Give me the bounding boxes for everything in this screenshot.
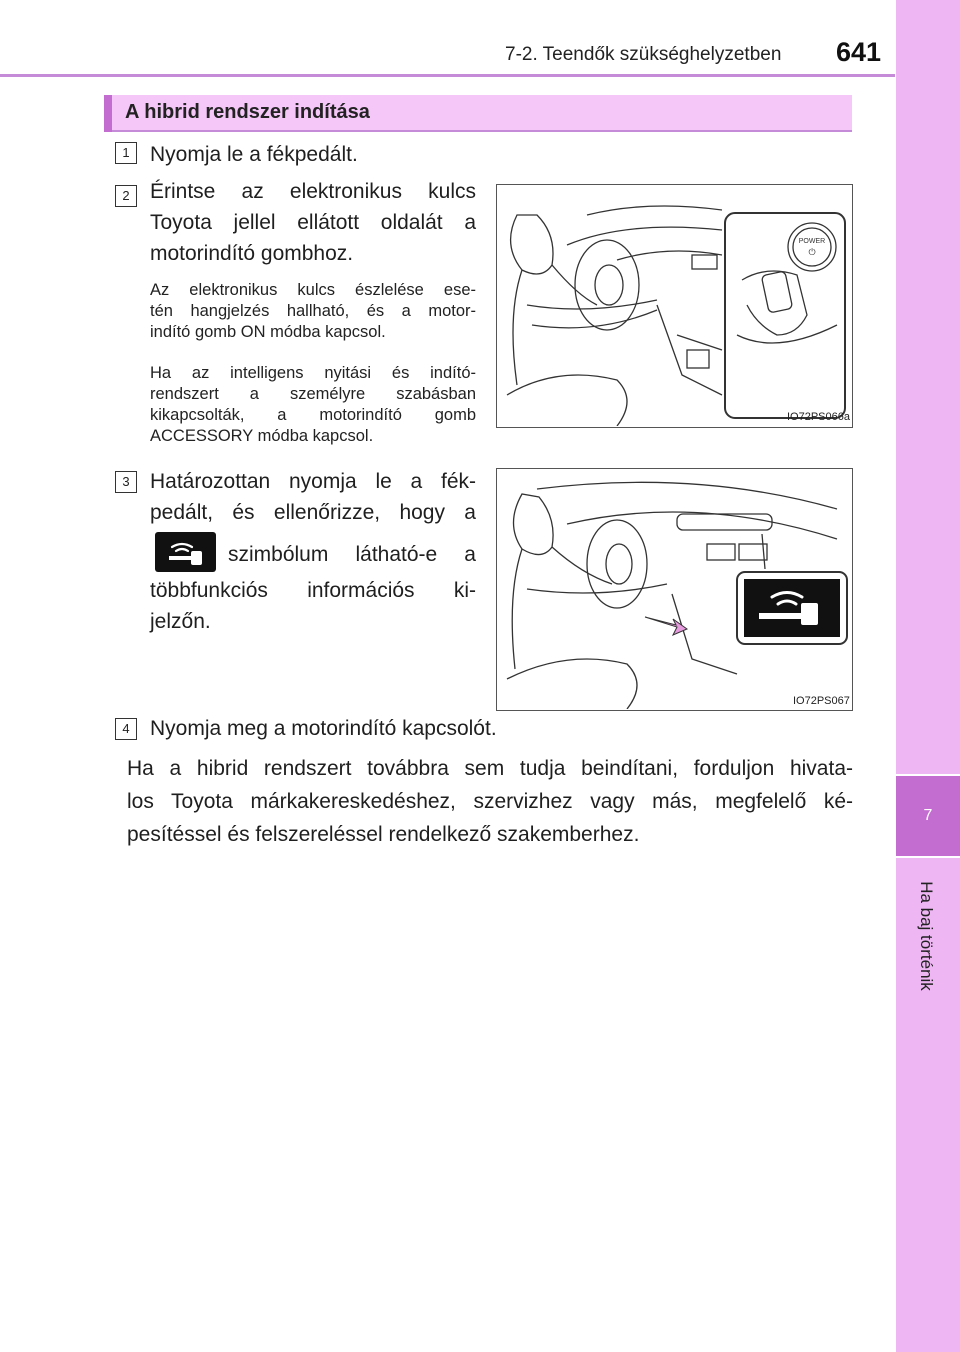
note-line: ACCESSORY módba kapcsol.	[150, 427, 374, 445]
step-3-line: pedált, és ellenőrizze, hogy a	[150, 501, 476, 524]
note-line: indító gomb ON módba kapcsol.	[150, 323, 386, 341]
step-3-text-cont	[150, 575, 476, 637]
note-line: rendszert a személyre szabásban	[150, 385, 476, 403]
chapter-number: 7	[896, 776, 960, 856]
step-3-line: jelzőn.	[150, 610, 211, 633]
chapter-side-tab	[896, 0, 960, 1352]
step-2-note-2	[150, 363, 476, 447]
step-2-note-1	[150, 280, 476, 343]
step-number-4: 4	[115, 718, 137, 740]
step-number-3: 3	[115, 471, 137, 493]
closing-paragraph	[127, 752, 853, 851]
paragraph-line: pesítéssel és felszereléssel rendelkező szakemberhez.	[127, 823, 640, 846]
figure-code: IO72PS066a	[787, 411, 850, 423]
step-3-line: szimbólum látható-e a	[228, 543, 476, 566]
step-3-text	[150, 466, 476, 528]
step-2-line: Érintse az elektronikus kulcs	[150, 180, 476, 203]
power-symbol-icon: ⏻	[808, 248, 816, 258]
power-button-label: POWER	[798, 238, 826, 245]
step-3-line: Határozottan nyomja le a fék-	[150, 470, 476, 493]
dashboard-display-drawing	[497, 469, 851, 709]
illustration-key-indicator-display	[496, 468, 853, 711]
banner-accent-bar	[104, 95, 112, 132]
note-line: Az elektronikus kulcs észlelése ese-	[150, 281, 476, 299]
note-line: kikapcsolták, a motorindító gomb	[150, 406, 476, 424]
header-rule	[0, 74, 895, 77]
step-number-1: 1	[115, 142, 137, 164]
illustration-touch-key-to-button	[496, 184, 853, 428]
section-title: A hibrid rendszer indítása	[125, 101, 370, 123]
step-2-text	[150, 176, 476, 269]
figure-code: IO72PS067	[793, 695, 850, 707]
step-1-text: Nyomja le a fékpedált.	[150, 143, 358, 166]
dashboard-key-drawing	[497, 185, 851, 426]
key-indicator-glyph	[155, 532, 216, 572]
chapter-title-text: Ha baj történik	[917, 880, 936, 991]
step-number-2: 2	[115, 185, 137, 207]
page-number: 641	[836, 37, 882, 67]
step-4-text: Nyomja meg a motorindító kapcsolót.	[150, 717, 497, 740]
chapter-title-vertical	[894, 868, 958, 1003]
smart-key-indicator-icon	[155, 532, 216, 572]
paragraph-line: Ha a hibrid rendszert továbbra sem tudja beindítani, forduljon hivata-	[127, 757, 853, 780]
tab-separator	[896, 856, 960, 858]
paragraph-line: los Toyota márkakereskedéshez, szervizhez vagy más, megfelelő ké-	[127, 790, 853, 813]
step-2-line: Toyota jellel ellátott oldalát a	[150, 211, 476, 234]
running-header: 7-2. Teendők szükséghelyzetben	[505, 44, 782, 65]
note-line: Ha az intelligens nyitási és indító-	[150, 364, 476, 382]
step-3-line: többfunkciós információs ki-	[150, 579, 476, 602]
step-2-line: motorindító gombhoz.	[150, 242, 354, 265]
note-line: tén hangjelzés hallható, és a motor-	[150, 302, 476, 320]
